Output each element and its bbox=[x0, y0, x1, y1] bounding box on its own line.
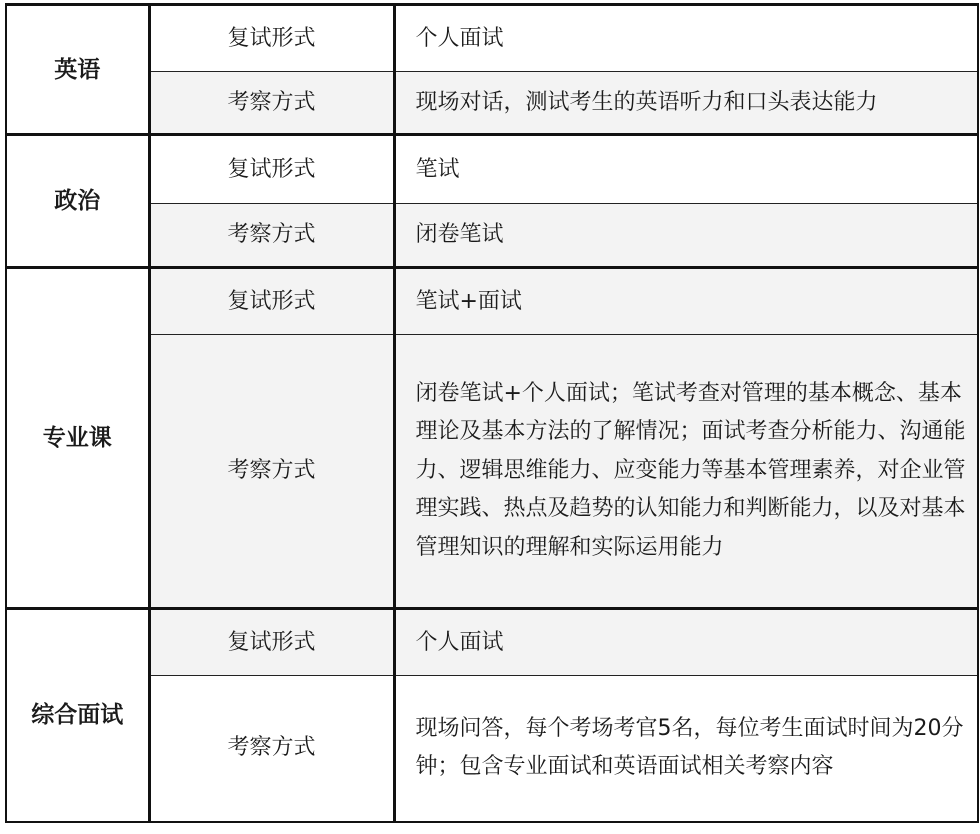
item-value: 现场问答，每个考场考官5名，每位考生面试时间为20分钟；包含专业面试和英语面试相关考察内容 bbox=[394, 676, 978, 822]
item-value: 笔试 bbox=[394, 135, 978, 204]
table-row bbox=[6, 72, 978, 135]
item-label: 考察方式 bbox=[149, 72, 394, 135]
item-value: 现场对话，测试考生的英语听力和口头表达能力 bbox=[394, 72, 978, 135]
table-row bbox=[6, 335, 978, 609]
table-row bbox=[6, 268, 978, 335]
item-label: 复试形式 bbox=[149, 135, 394, 204]
subject-cell: 专业课 bbox=[6, 268, 149, 609]
item-label: 复试形式 bbox=[149, 268, 394, 335]
item-label: 复试形式 bbox=[149, 609, 394, 676]
table-row bbox=[6, 135, 978, 204]
subject-cell: 英语 bbox=[6, 5, 149, 135]
table-row bbox=[6, 204, 978, 268]
subject-cell: 综合面试 bbox=[6, 609, 149, 822]
item-label: 考察方式 bbox=[149, 676, 394, 822]
table-row bbox=[6, 5, 978, 72]
item-label: 考察方式 bbox=[149, 335, 394, 609]
item-value: 个人面试 bbox=[394, 5, 978, 72]
item-value: 笔试+面试 bbox=[394, 268, 978, 335]
retest-table bbox=[5, 3, 979, 823]
item-label: 考察方式 bbox=[149, 204, 394, 268]
item-label: 复试形式 bbox=[149, 5, 394, 72]
subject-cell: 政治 bbox=[6, 135, 149, 268]
item-value: 个人面试 bbox=[394, 609, 978, 676]
table-row bbox=[6, 676, 978, 822]
table-row bbox=[6, 609, 978, 676]
item-value: 闭卷笔试 bbox=[394, 204, 978, 268]
item-value: 闭卷笔试+个人面试；笔试考查对管理的基本概念、基本理论及基本方法的了解情况；面试考查分析能力、沟通能力、逻辑思维能力、应变能力等基本管理素养，对企业管理实践、热点及趋势的认知能力和判断能力，以及对基本管理知识的理解和实际运用能力 bbox=[394, 335, 978, 609]
